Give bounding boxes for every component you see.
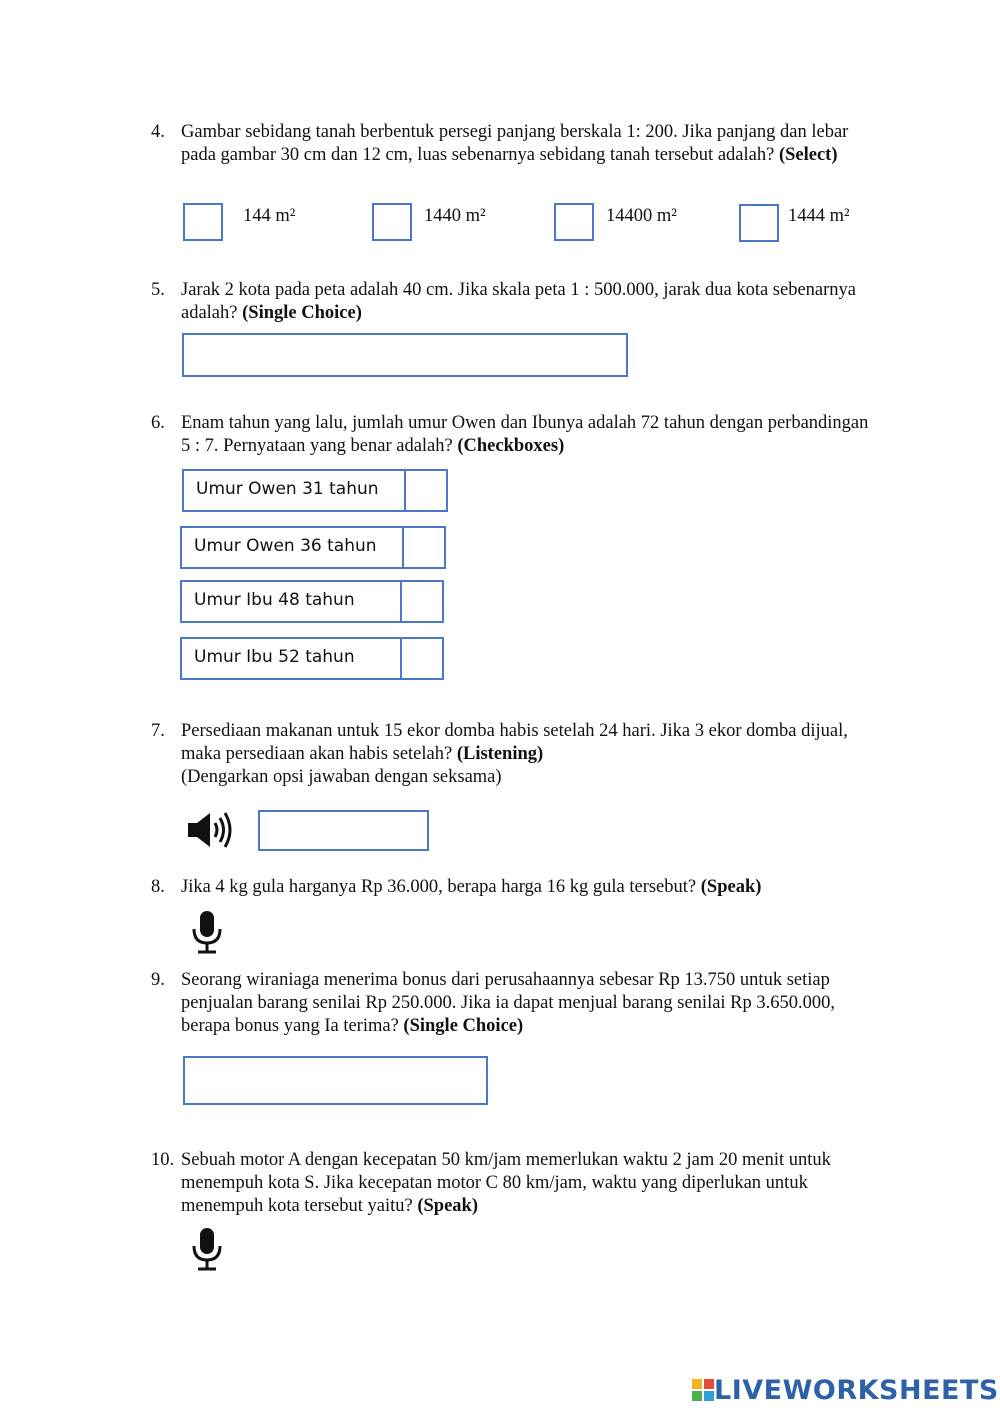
select-option-1: 144 m² (243, 206, 296, 226)
checkbox-label: Umur Ibu 52 tahun (194, 647, 355, 667)
liveworksheets-logo (692, 1374, 999, 1406)
checkbox-4[interactable] (400, 639, 442, 678)
question-body: Persediaan makanan untuk 15 ekor domba habis setelah 24 hari. Jika 3 ekor domba dijual, maka persediaan akan habis setelah? (181, 721, 848, 764)
listening-answer-input[interactable] (258, 810, 429, 851)
select-option-2: 1440 m² (424, 206, 486, 226)
question-body: Gambar sebidang tanah berbentuk persegi panjang berskala 1: 200. Jika panjang dan lebar pada gambar 30 cm dan 12 cm, luas sebenarnya sebidang tanah tersebut adalah? (181, 122, 849, 165)
speaker-icon[interactable] (186, 810, 236, 850)
checkbox-label: Umur Owen 36 tahun (194, 536, 377, 556)
question-number: 10. (151, 1150, 175, 1170)
question-text (181, 412, 881, 458)
question-body: Enam tahun yang lalu, jumlah umur Owen dan Ibunya adalah 72 tahun dengan perbandingan 5 : 7. Pernyataan yang benar adalah? (181, 413, 869, 456)
question-body: Jarak 2 kota pada peta adalah 40 cm. Jika skala peta 1 : 500.000, jarak dua kota sebenarnya adalah? (181, 280, 856, 323)
question-text (181, 720, 881, 789)
microphone-icon[interactable] (190, 1227, 224, 1271)
question-type-tag: (Speak) (700, 877, 762, 897)
question-body: Seorang wiraniaga menerima bonus dari perusahaannya sebesar Rp 13.750 untuk setiap penjualan barang senilai Rp 250.000. Jika ia dapat menjual barang senilai Rp 3.650.000, berapa bonus yang Ia terima? (181, 970, 836, 1036)
question-note: (Dengarkan opsi jawaban dengan seksama) (181, 767, 502, 787)
question-number: 8. (151, 877, 165, 897)
select-checkbox-3[interactable] (554, 203, 594, 241)
select-option-3: 14400 m² (606, 206, 677, 226)
logo-blocks-icon (692, 1379, 714, 1401)
question-type-tag: (Single Choice) (403, 1016, 524, 1036)
question-type-tag: (Speak) (417, 1196, 478, 1216)
checkbox-row-2 (180, 526, 446, 569)
question-body: Sebuah motor A dengan kecepatan 50 km/jam memerlukan waktu 2 jam 20 menit untuk menempuh kota S. Jika kecepatan motor C 80 km/jam, waktu yang diperlukan untuk menempuh kota tersebut yaitu? (181, 1150, 831, 1216)
question-text (181, 969, 881, 1038)
select-checkbox-4[interactable] (739, 204, 779, 242)
question-text (181, 876, 881, 899)
question-number: 9. (151, 970, 165, 990)
question-type-tag: (Select) (778, 145, 838, 165)
logo-text: LIVEWORKSHEETS (714, 1374, 999, 1406)
question-number: 4. (151, 122, 165, 142)
select-checkbox-1[interactable] (183, 203, 223, 241)
checkbox-row-3 (180, 580, 444, 623)
question-number: 6. (151, 413, 165, 433)
question-text (181, 1149, 881, 1218)
question-body: Jika 4 kg gula harganya Rp 36.000, berapa harga 16 kg gula tersebut? (181, 877, 697, 897)
checkbox-label: Umur Owen 31 tahun (196, 479, 379, 499)
checkbox-row-1 (182, 469, 448, 512)
checkbox-1[interactable] (404, 471, 446, 510)
checkbox-label: Umur Ibu 48 tahun (194, 590, 355, 610)
question-type-tag: (Single Choice) (242, 303, 362, 323)
select-option-4: 1444 m² (788, 206, 850, 226)
single-choice-dropdown-q9[interactable] (183, 1056, 488, 1105)
question-text (181, 279, 881, 325)
microphone-icon[interactable] (190, 910, 224, 954)
checkbox-3[interactable] (400, 582, 442, 621)
checkbox-row-4 (180, 637, 444, 680)
question-type-tag: (Listening) (456, 744, 544, 764)
question-type-tag: (Checkboxes) (457, 436, 565, 456)
question-number: 7. (151, 721, 165, 741)
question-number: 5. (151, 280, 165, 300)
question-text (181, 121, 881, 167)
select-checkbox-2[interactable] (372, 203, 412, 241)
checkbox-2[interactable] (402, 528, 444, 567)
single-choice-dropdown-q5[interactable] (182, 333, 628, 377)
